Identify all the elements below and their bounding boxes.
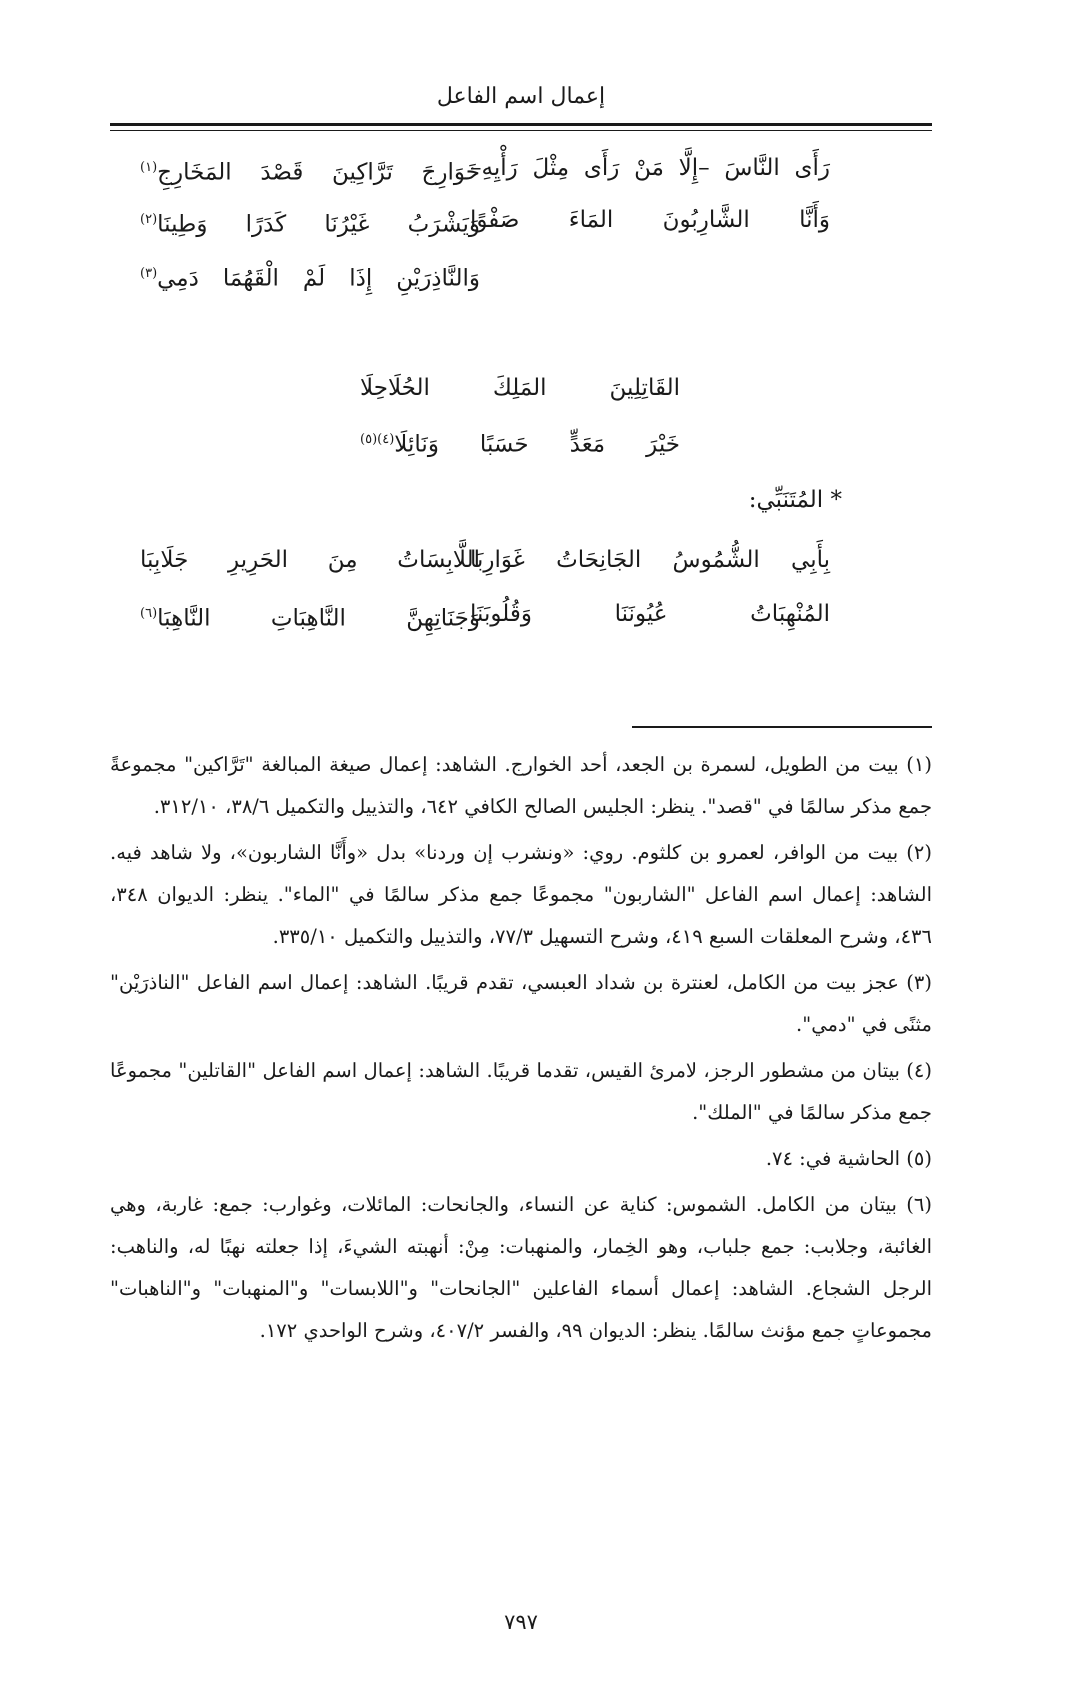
verse-2 xyxy=(140,200,830,240)
header-rule-thick xyxy=(110,123,932,126)
verse-3-second-hemistich xyxy=(140,254,480,299)
verse-5-first-hemistich: المُنْهِبَاتُ عُيُونَنَا وَقُلُوبَنَا xyxy=(470,601,830,627)
verse-1 xyxy=(140,148,830,188)
footnote-ref-1: (١) xyxy=(140,160,158,175)
rajaz-line-2-text: خَيْرَ مَعَدٍّ حَسَبًا وَنَائِلَا xyxy=(394,431,680,458)
rajaz-line-1: القَاتِلِينَ المَلِكَ الحُلَاحِلَا xyxy=(360,375,680,401)
footnote-1: (١) بيت من الطويل، لسمرة بن الجعد، أحد الخوارج. الشاهد: إعمال صيغة المبالغة "تَرَّاكين" مجموعةً جمع مذكر سالمًا في "قصد". ينظر: الجليس الصالح الكافي ٦٤٢، والتذييل والتكميل ٣٨/٦، ٣١٢/١٠. xyxy=(110,753,932,818)
footnote-3: (٣) عجز بيت من الكامل، لعنترة بن شداد العبسي، تقدم قريبًا. الشاهد: إعمال اسم الفاعل "الناذرَيْن" مثنًى في "دمي". xyxy=(110,971,932,1036)
rajaz-line-2 xyxy=(360,420,680,465)
verse-5 xyxy=(140,594,830,634)
verse-5-second-hemistich xyxy=(140,594,480,639)
running-title: إعمال اسم الفاعل xyxy=(436,84,606,109)
verse-2-first-hemistich: وَأَنَّا الشَّارِبُونَ المَاءَ صَفْوًا xyxy=(470,207,830,233)
footnote-4: (٤) بيتان من مشطور الرجز، لامرئ القيس، تقدما قريبًا. الشاهد: إعمال اسم الفاعل "القاتلين" مجموعًا جمع مذكر سالمًا في "الملك". xyxy=(110,1059,932,1124)
verse-2-second-hemistich xyxy=(140,200,480,245)
poet-heading: * المُتَنَبِّي: xyxy=(748,487,842,513)
verse-3-second-hemistich-text: وَالنَّاذِرَيْنِ إِذَا لَمْ الْقَهُمَا دَمِي xyxy=(157,265,480,292)
header-rule-thin xyxy=(110,130,932,131)
verse-5-second-hemistich-text: وَجَنَاتِهِنَّ النَّاهِبَاتِ النَّاهِبَا xyxy=(157,605,480,632)
verse-1-second-hemistich-text: خَوَارِجَ تَرَّاكِينَ قَصْدَ المَخَارِجِ xyxy=(157,159,480,186)
footnote-5: (٥) الحاشية في: ٧٤. xyxy=(765,1147,932,1170)
footnote-ref-3: (٣) xyxy=(140,266,158,281)
verse-1-first-hemistich: رَأَى النَّاسَ –إِلَّا مَنْ رَأَى مِثْلَ رَأْيِهِ– xyxy=(470,155,830,181)
verse-2-second-hemistich-text: وَيَشْرَبُ غَيْرُنَا كَدَرًا وَطِينَا xyxy=(157,211,480,238)
footnote-separator xyxy=(632,726,932,728)
footnote-6: (٦) بيتان من الكامل. الشموس: كناية عن النساء، والجانحات: المائلات، وغوارب: جمع: غاربة، وهي الغائبة، وجلابب: جمع جلباب، وهو الخِمار، والمنهبات: مِنْ: أنهبته الشيءَ، إذا جعلته نهبًا له، والناهب: الرجل الشجاع. الشاهد: إعمال أسماء الفاعلين "الجانحات" و"اللابسات" و"المنهبات" و"الناهبات" مجموعاتٍ جمع مؤنث سالمًا. ينظر: الديوان ٩٩، والفسر ٤٠٧/٢، وشرح الواحدي ١٧٢. xyxy=(110,1193,932,1342)
footnote-ref-4-5: (٤)(٥) xyxy=(360,432,395,447)
footnote-ref-6: (٦) xyxy=(140,606,158,621)
footnotes xyxy=(110,744,932,1356)
verse-3 xyxy=(140,254,830,294)
footnote-ref-2: (٢) xyxy=(140,212,158,227)
verse-4 xyxy=(140,540,830,580)
page-number: ٧٩٧ xyxy=(504,1610,538,1634)
footnote-2: (٢) بيت من الوافر، لعمرو بن كلثوم. روي: «ونشرب إن وردنا» بدل «وأَنَّا الشاربون»، ولا شاهد فيه. الشاهد: إعمال اسم الفاعل "الشاربون" مجموعًا جمع مذكر سالمًا في "الماء". ينظر: الديوان ٣٤٨، ٤٣٦، وشرح المعلقات السبع ٤١٩، وشرح التسهيل ٧٧/٣، والتذييل والتكميل ٣٣٥/١٠. xyxy=(110,841,932,948)
verse-1-second-hemistich xyxy=(140,148,480,193)
verse-4-first-hemistich: بِأَبِي الشُّمُوسُ الجَانِحَاتُ غَوَارِبَا xyxy=(470,547,830,573)
verse-4-second-hemistich: اللَّابِسَاتُ مِنَ الحَرِيرِ جَلَابِبَا xyxy=(140,547,480,573)
